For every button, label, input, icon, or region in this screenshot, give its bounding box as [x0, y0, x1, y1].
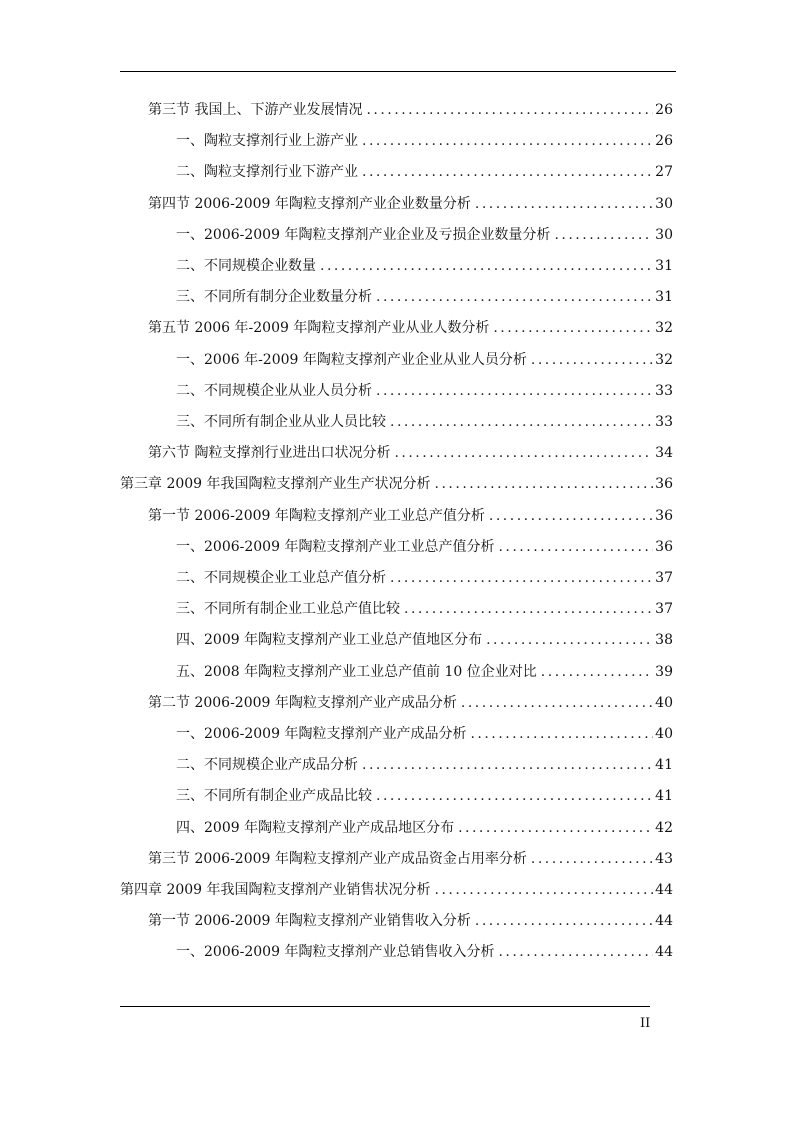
toc-entry-title: 一、2006-2009 年陶粒支撑剂产业企业及亏损企业数量分析 — [176, 226, 551, 243]
toc-entry-page: 27 — [655, 164, 673, 181]
toc-leader-dots — [372, 284, 653, 310]
toc-leader-dots — [489, 315, 653, 341]
toc-entry-page: 36 — [655, 538, 673, 555]
toc-leader-dots — [471, 191, 653, 217]
toc-leader-dots — [454, 815, 653, 841]
toc-entry[interactable] — [176, 752, 673, 778]
toc-entry-page: 30 — [655, 195, 673, 212]
toc-entry-page: 44 — [655, 882, 673, 898]
toc-entry-title: 第三节 我国上、下游产业发展情况 — [148, 102, 363, 118]
toc-entry[interactable] — [176, 128, 673, 154]
toc-entry-title: 一、2006-2009 年陶粒支撑剂产业产成品分析 — [176, 726, 467, 742]
toc-entry-page: 26 — [655, 133, 673, 150]
toc-entry-page: 43 — [655, 850, 673, 867]
toc-entry-page: 34 — [655, 445, 673, 462]
toc-entry-page: 32 — [655, 320, 673, 337]
toc-entry[interactable] — [176, 222, 673, 248]
toc-entry[interactable] — [176, 659, 673, 685]
toc-entry-page: 32 — [655, 351, 673, 368]
toc-leader-dots — [431, 877, 654, 903]
toc-entry[interactable] — [176, 815, 673, 841]
toc-entry[interactable] — [176, 783, 673, 809]
toc-entry[interactable] — [176, 409, 673, 435]
toc-entry[interactable] — [148, 846, 673, 872]
toc-leader-dots — [527, 347, 653, 373]
toc-entry-title: 二、不同规模企业产成品分析 — [176, 757, 358, 774]
toc-entry[interactable] — [120, 877, 673, 903]
toc-entry[interactable] — [148, 908, 673, 934]
toc-entry-title: 四、2009 年陶粒支撑剂产业工业总产值地区分布 — [176, 632, 483, 649]
toc-entry-page: 31 — [655, 258, 673, 274]
toc-leader-dots — [316, 253, 653, 279]
toc-entry-title: 三、不同所有制企业产成品比较 — [176, 788, 372, 805]
toc-entry-page: 41 — [655, 788, 673, 805]
toc-leader-dots — [390, 440, 653, 466]
toc-entry-page: 30 — [655, 226, 673, 243]
toc-leader-dots — [550, 222, 653, 248]
toc-entry[interactable] — [148, 191, 673, 217]
toc-entry-page: 36 — [655, 476, 673, 493]
toc-entry-title: 第五节 2006 年-2009 年陶粒支撑剂产业从业人数分析 — [148, 320, 490, 337]
toc-entry[interactable] — [176, 627, 673, 653]
toc-entry-title: 二、不同规模企业从业人员分析 — [176, 382, 372, 399]
toc-entry[interactable] — [176, 939, 673, 965]
toc-entry-page: 37 — [655, 570, 673, 586]
toc-entry-page: 36 — [655, 507, 673, 524]
toc-entry-page: 39 — [655, 663, 673, 680]
toc-entry-title: 五、2008 年陶粒支撑剂产业工业总产值前 10 位企业对比 — [176, 663, 537, 680]
toc-leader-dots — [482, 627, 653, 653]
toc-entry[interactable] — [148, 440, 673, 466]
toc-leader-dots — [358, 128, 653, 154]
toc-entry-page: 40 — [655, 694, 673, 711]
toc-entry-page: 33 — [655, 382, 673, 399]
toc-entry-title: 三、不同所有制企业从业人员比较 — [176, 414, 386, 430]
toc-entry-title: 三、不同所有制企业工业总产值比较 — [176, 601, 400, 618]
toc-leader-dots — [372, 378, 653, 404]
toc-entry-page: 37 — [655, 601, 673, 618]
toc-entry-title: 第一节 2006-2009 年陶粒支撑剂产业工业总产值分析 — [148, 507, 485, 524]
toc-entry[interactable] — [148, 315, 673, 341]
toc-entry-title: 二、陶粒支撑剂行业下游产业 — [176, 164, 358, 181]
toc-leader-dots — [527, 846, 653, 872]
toc-entry[interactable] — [120, 471, 673, 497]
page-number: II — [640, 1016, 651, 1031]
toc-entry-title: 二、不同规模企业数量 — [176, 258, 316, 274]
toc-entry[interactable] — [176, 534, 673, 560]
toc-entry[interactable] — [148, 690, 673, 716]
toc-entry-title: 第六节 陶粒支撑剂行业进出口状况分析 — [148, 445, 391, 462]
toc-entry-title: 一、陶粒支撑剂行业上游产业 — [176, 133, 358, 150]
toc-leader-dots — [358, 159, 653, 185]
header-rule — [120, 71, 676, 72]
toc-entry-page: 26 — [655, 102, 673, 118]
toc-leader-dots — [386, 565, 653, 591]
toc-entry[interactable] — [176, 378, 673, 404]
toc-entry[interactable] — [176, 347, 673, 373]
toc-entry-page: 44 — [655, 913, 673, 930]
toc-entry-title: 第四节 2006-2009 年陶粒支撑剂产业企业数量分析 — [148, 195, 471, 212]
toc-entry[interactable] — [148, 503, 673, 529]
toc-entry-title: 二、不同规模企业工业总产值分析 — [176, 570, 386, 586]
toc-entry-title: 第三章 2009 年我国陶粒支撑剂产业生产状况分析 — [120, 476, 431, 493]
toc-entry[interactable] — [176, 565, 673, 591]
toc-entry-title: 一、2006 年-2009 年陶粒支撑剂产业企业从业人员分析 — [176, 351, 527, 368]
toc-entry-title: 一、2006-2009 年陶粒支撑剂产业总销售收入分析 — [176, 944, 495, 961]
toc-leader-dots — [457, 690, 653, 716]
toc-entry-page: 38 — [655, 632, 673, 649]
toc-leader-dots — [537, 659, 653, 685]
toc-entry[interactable] — [176, 284, 673, 310]
toc-entry[interactable] — [176, 253, 673, 279]
toc-entry-title: 四、2009 年陶粒支撑剂产业产成品地区分布 — [176, 819, 455, 836]
toc-entry-title: 三、不同所有制分企业数量分析 — [176, 289, 372, 306]
toc-entry[interactable] — [176, 596, 673, 622]
toc-entry-title: 第三节 2006-2009 年陶粒支撑剂产业产成品资金占用率分析 — [148, 850, 527, 867]
toc-entry-title: 第二节 2006-2009 年陶粒支撑剂产业产成品分析 — [148, 694, 457, 711]
toc-leader-dots — [494, 939, 653, 965]
toc-entry-page: 41 — [655, 757, 673, 774]
toc-entry-page: 33 — [655, 414, 673, 430]
toc-leader-dots — [431, 471, 654, 497]
toc-entry-page: 44 — [655, 944, 673, 961]
toc-leader-dots — [400, 596, 653, 622]
toc-entry-title: 第一节 2006-2009 年陶粒支撑剂产业销售收入分析 — [148, 913, 471, 930]
toc-leader-dots — [466, 721, 653, 747]
toc-leader-dots — [372, 783, 653, 809]
toc-leader-dots — [494, 534, 653, 560]
toc-entry-title: 第四章 2009 年我国陶粒支撑剂产业销售状况分析 — [120, 882, 431, 898]
toc-entry[interactable] — [176, 159, 673, 185]
toc-entry[interactable] — [148, 97, 673, 123]
toc-leader-dots — [485, 503, 653, 529]
toc-leader-dots — [358, 752, 653, 778]
toc-leader-dots — [362, 97, 653, 123]
footer-rule — [120, 1006, 650, 1007]
toc-entry[interactable] — [176, 721, 673, 747]
toc-entry-page: 40 — [655, 726, 673, 742]
toc-leader-dots — [471, 908, 653, 934]
toc-leader-dots — [386, 409, 653, 435]
toc-entry-page: 31 — [655, 289, 673, 306]
toc-entry-page: 42 — [655, 819, 673, 836]
toc-entry-title: 一、2006-2009 年陶粒支撑剂产业工业总产值分析 — [176, 538, 495, 555]
